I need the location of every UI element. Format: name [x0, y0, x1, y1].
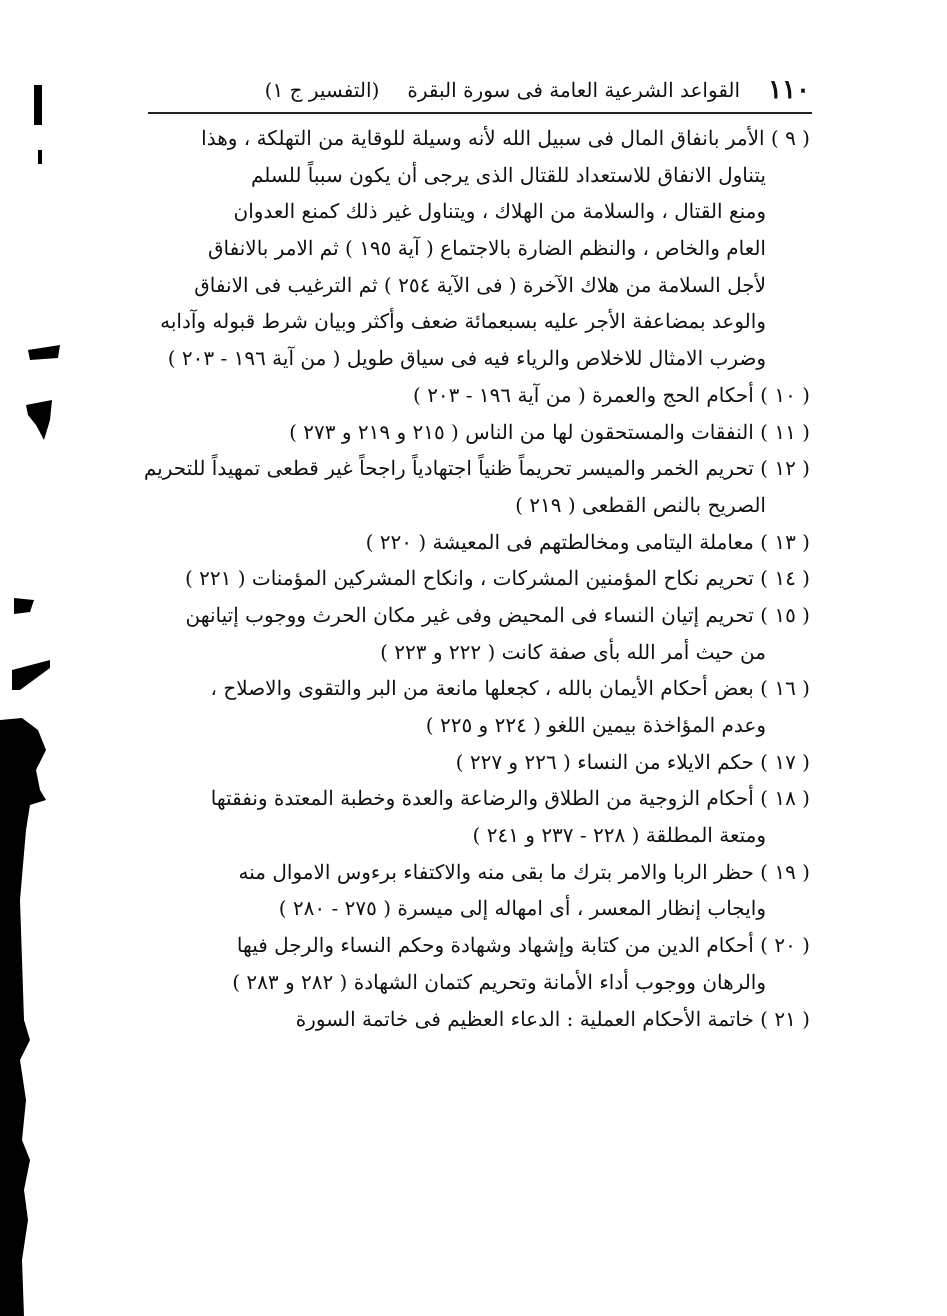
text-line: الصريح بالنص القطعى ( ٢١٩ )	[515, 492, 766, 517]
text-line: ( ١٨ ) أحكام الزوجية من الطلاق والرضاعة والعدة وخطبة المعتدة ونفقتها	[210, 786, 810, 811]
text-line: ( ١٥ ) تحريم إتيان النساء فى المحيض وفى غير مكان الحرث ووجوب إتيانهن	[185, 602, 810, 627]
text-line: ( ٢٠ ) أحكام الدين من كتابة وإشهاد وشهادة وحكم النساء والرجل فيها	[236, 933, 810, 958]
text-line: لأجل السلامة من هلاك الآخرة ( فى الآية ٢٥٤ ) ثم الترغيب فى الانفاق	[194, 272, 766, 297]
page-header	[150, 70, 810, 110]
text-line: العام والخاص ، والنظم الضارة بالاجتماع ( آية ١٩٥ ) ثم الامر بالانفاق	[208, 236, 766, 261]
text-line: ( ١٤ ) تحريم نكاح المؤمنين المشركات ، وانكاح المشركين المؤمنات ( ٢٢١ )	[184, 566, 810, 591]
text-line: ( ٩ ) الأمر بانفاق المال فى سبيل الله لأنه وسيلة للوقاية من التهلكة ، وهذا	[201, 126, 810, 150]
text-line: ( ١٧ ) حكم الايلاء من النساء ( ٢٢٦ و ٢٢٧ )	[455, 749, 810, 774]
header-rule	[148, 112, 812, 114]
running-title: القواعد الشرعية العامة فى سورة البقرة	[407, 78, 741, 102]
text-line: يتناول الانفاق للاستعداد للقتال الذى يرجى أن يكون سبباً للسلم	[250, 162, 766, 187]
text-line: ( ١٢ ) تحريم الخمر والميسر تحريماً ظنياً اجتهادياً راجحاً غير قطعى تمهيداً للتحريم	[143, 456, 810, 481]
text-line: والرهان ووجوب أداء الأمانة وتحريم كتمان الشهادة ( ٢٨٢ و ٢٨٣ )	[232, 969, 766, 994]
text-line: ( ١٩ ) حظر الربا والامر بترك ما بقى منه والاكتفاء برءوس الاموال منه	[238, 859, 810, 884]
text-line: ( ١١ ) النفقات والمستحقون لها من الناس ( ٢١٥ و ٢١٩ و ٢٧٣ )	[289, 419, 810, 444]
text-line: ( ١٠ ) أحكام الحج والعمرة ( من آية ١٩٦ - ٢٠٣ )	[413, 382, 810, 407]
text-line: ( ١٦ ) بعض أحكام الأيمان بالله ، كجعلها مانعة من البر والتقوى والاصلاح ،	[210, 676, 810, 701]
text-line: من حيث أمر الله بأى صفة كانت ( ٢٢٢ و ٢٢٣ )	[380, 639, 766, 664]
text-line: وضرب الامثال للاخلاص والرياء فيه فى سياق طويل ( من آية ١٩٦ - ٢٠٣ )	[167, 346, 766, 371]
text-line: وايجاب إنظار المعسر ، أى امهاله إلى ميسرة ( ٢٧٥ - ٢٨٠ )	[278, 896, 766, 921]
text-line: والوعد بمضاعفة الأجر عليه بسبعمائة ضعف وأكثر وبيان شرط قبوله وآدابه	[160, 309, 766, 334]
text-line: وعدم المؤاخذة بيمين اللغو ( ٢٢٤ و ٢٢٥ )	[425, 713, 766, 737]
text-line: ( ١٣ ) معاملة اليتامى ومخالطتهم فى المعيشة ( ٢٢٠ )	[365, 529, 810, 554]
text-line: ( ٢١ ) خاتمة الأحكام العملية : الدعاء العظيم فى خاتمة السورة	[295, 1006, 810, 1031]
text-line: ومتعة المطلقة ( ٢٢٨ - ٢٣٧ و ٢٤١ )	[472, 823, 766, 848]
page-number: ١١٠	[768, 75, 810, 105]
scan-edge-marks	[0, 0, 80, 1316]
text-line: ومنع القتال ، والسلامة من الهلاك ، ويتناول غير ذلك كمنع العدوان	[233, 199, 766, 224]
volume-label: (التفسير ج ١)	[264, 78, 380, 102]
page-body	[140, 120, 810, 1037]
